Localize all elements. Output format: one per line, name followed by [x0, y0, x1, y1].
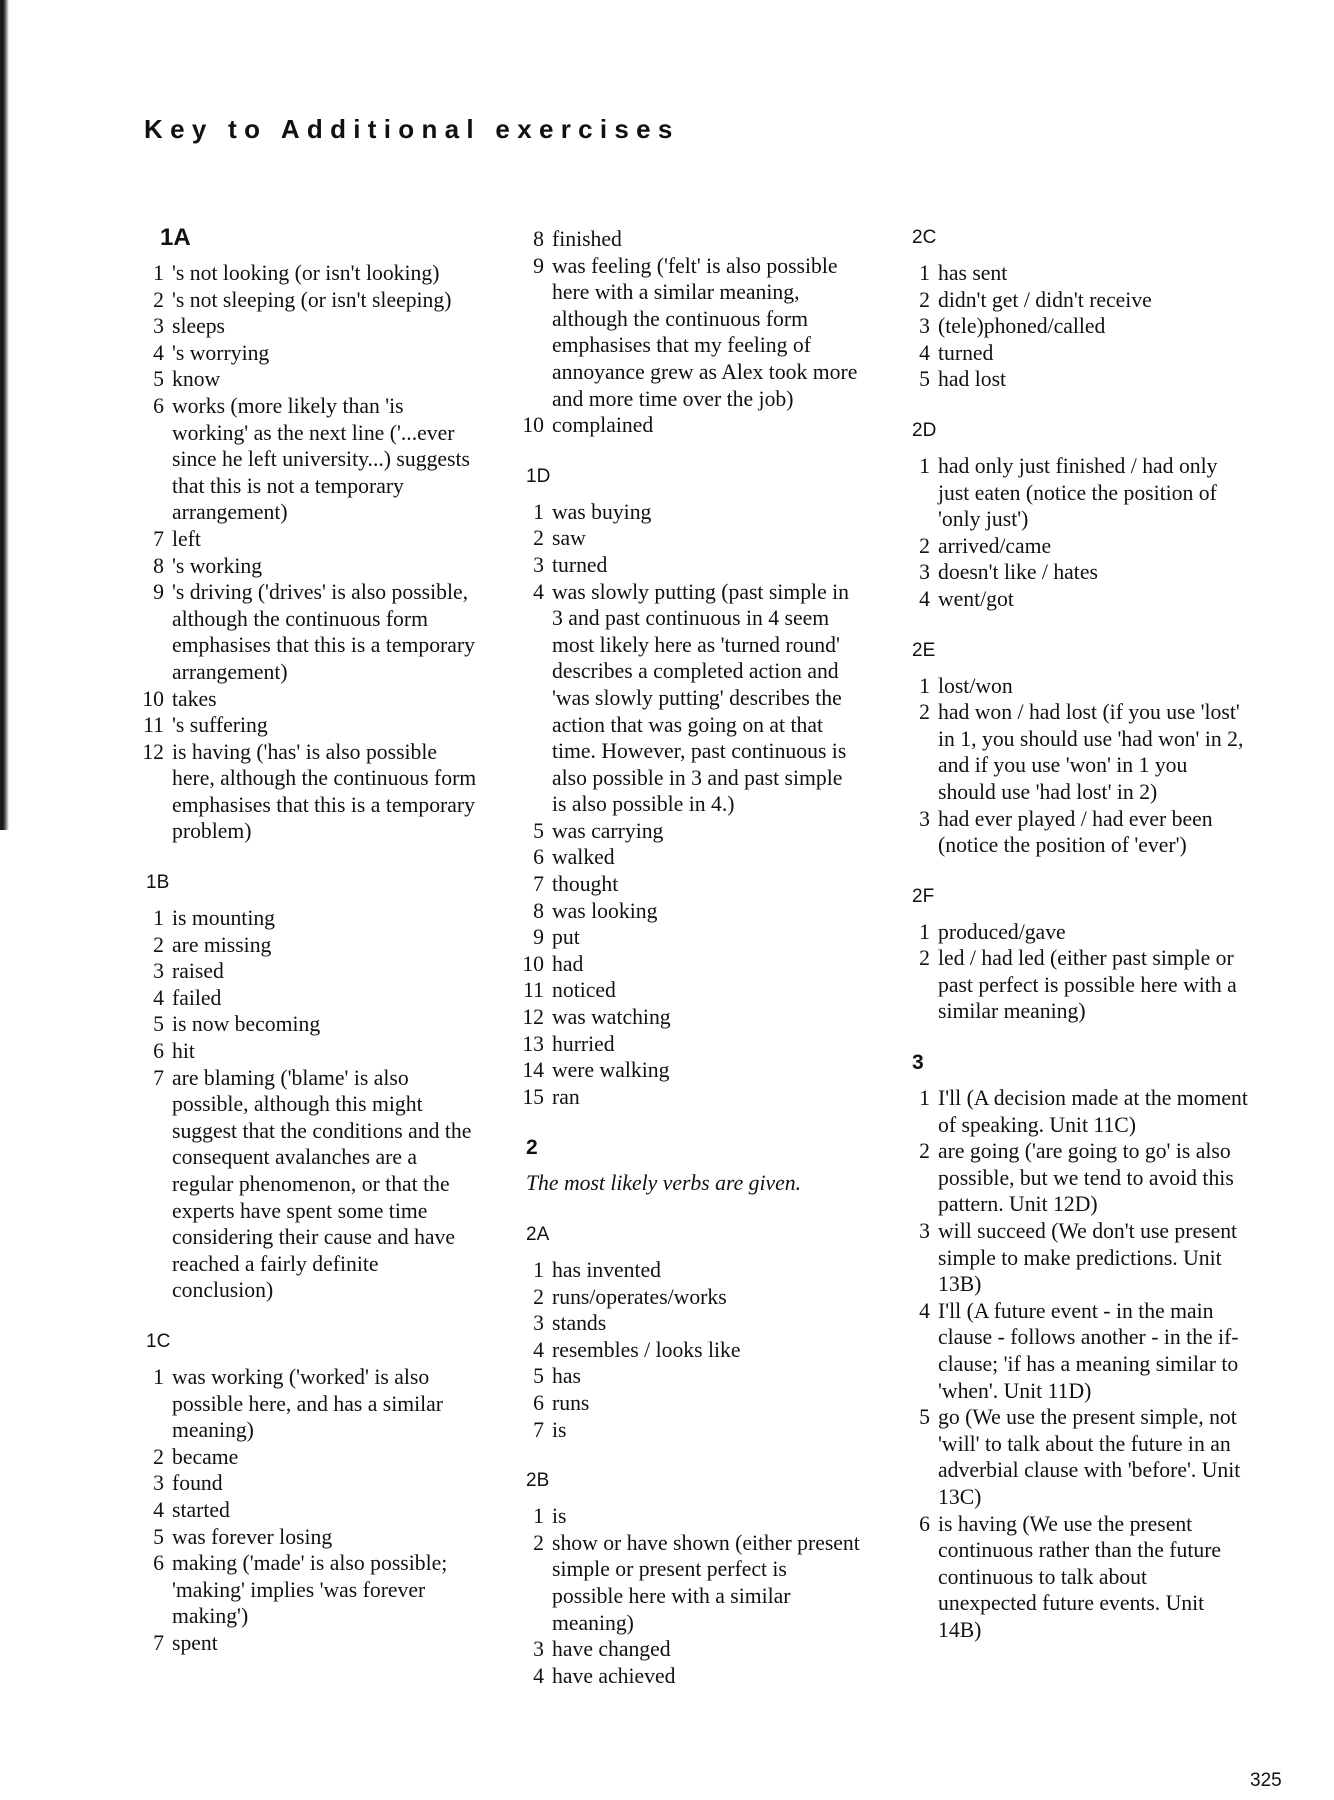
answer-item [142, 340, 482, 367]
answer-item [142, 287, 482, 314]
answer-number: 4 [533, 1337, 544, 1362]
answer-item [908, 453, 1248, 533]
answer-number: 7 [533, 1417, 544, 1442]
answer-text: was carrying [552, 818, 664, 843]
section-heading: 2C [912, 227, 937, 248]
answer-item [522, 412, 862, 439]
answer-text: spent [172, 1630, 218, 1655]
answer-item [908, 260, 1248, 287]
answer-item [908, 287, 1248, 314]
answer-number: 11 [523, 978, 544, 1003]
answer-number: 3 [533, 1637, 544, 1662]
answer-number: 4 [533, 1663, 544, 1688]
answer-item [142, 393, 482, 526]
answer-text: turned [938, 340, 994, 365]
answer-item [908, 1511, 1248, 1644]
answer-text: is now becoming [172, 1012, 321, 1037]
answer-column-1 [142, 226, 482, 1657]
answer-item [142, 686, 482, 713]
answer-number: 7 [533, 872, 544, 897]
answer-number: 3 [919, 560, 930, 585]
answer-number: 1 [919, 453, 930, 478]
answer-text: I'll (A decision made at the moment of speaking. Unit 11C) [938, 1086, 1248, 1137]
answer-number: 5 [153, 1012, 164, 1037]
answer-text: have achieved [552, 1663, 676, 1688]
answer-text: has [552, 1364, 581, 1389]
answer-item [522, 226, 862, 253]
answer-number: 8 [533, 898, 544, 923]
answer-text: 's suffering [172, 713, 268, 738]
answer-text: thought [552, 872, 619, 897]
answer-item [142, 553, 482, 580]
answer-item [142, 1550, 482, 1630]
answer-number: 6 [153, 1039, 164, 1064]
answer-number: 2 [153, 1444, 164, 1469]
answer-item [522, 552, 862, 579]
answer-number: 6 [153, 1551, 164, 1576]
answer-text: finished [552, 227, 622, 251]
answer-number: 12 [522, 1005, 544, 1030]
answer-text: noticed [552, 978, 616, 1003]
answer-number: 2 [919, 1139, 930, 1164]
answer-number: 9 [533, 925, 544, 950]
answer-text: works (more likely than 'is working' as the next line ('...ever since he left university...) suggests that this is not a temporary arrangement) [172, 393, 470, 525]
answer-item [908, 1085, 1248, 1138]
answer-number: 1 [919, 261, 930, 285]
answer-text: stands [552, 1311, 607, 1336]
section-heading: 2B [526, 1470, 550, 1492]
answer-text: led / had led (either past simple or past perfect is possible here with a similar meaning) [938, 946, 1237, 1024]
answer-text: went/got [938, 586, 1014, 611]
answer-number: 9 [533, 253, 544, 278]
answer-item [142, 985, 482, 1012]
answer-number: 8 [533, 227, 544, 251]
answer-number: 4 [153, 1497, 164, 1522]
answer-text: had ever played / had ever been (notice the position of 'ever') [938, 806, 1213, 858]
answer-text: has invented [552, 1258, 662, 1282]
answer-number: 4 [153, 985, 164, 1010]
answer-text: making ('made' is also possible; 'making' implies 'was forever making') [172, 1551, 448, 1629]
answer-number: 6 [533, 845, 544, 870]
answer-text: sleeps [172, 314, 226, 339]
answer-number: 1 [533, 1504, 544, 1529]
answer-text: walked [552, 845, 615, 870]
answer-item [522, 1004, 862, 1031]
answer-text: 's working [172, 553, 263, 578]
answer-number: 9 [153, 580, 164, 605]
answer-item [908, 586, 1248, 613]
answer-text: was forever losing [172, 1524, 333, 1549]
answer-item [908, 559, 1248, 586]
answer-item [142, 313, 482, 340]
section-heading: 1D [526, 465, 551, 487]
answer-text: started [172, 1497, 230, 1522]
answer-number: 3 [533, 1311, 544, 1336]
answer-item [908, 945, 1248, 1025]
answer-number: 3 [153, 1471, 164, 1496]
answer-text: (tele)phoned/called [938, 314, 1106, 339]
answer-item [522, 924, 862, 951]
answer-number: 2 [153, 287, 164, 312]
answer-item [142, 579, 482, 685]
answer-text: go (We use the present simple, not 'will' to talk about the future in an adverbial clause with 'before'. Unit 13C) [938, 1405, 1241, 1509]
answer-item [908, 1218, 1248, 1298]
answer-item [522, 1363, 862, 1390]
answer-number: 5 [153, 1524, 164, 1549]
answer-item [142, 1038, 482, 1065]
answer-text: is [552, 1417, 567, 1442]
answer-item [522, 579, 862, 818]
answer-item [142, 366, 482, 393]
answer-text: will succeed (We don't use present simple to make predictions. Unit 13B) [938, 1219, 1238, 1297]
answer-number: 1 [153, 1364, 164, 1389]
section-heading: 2F [912, 885, 935, 907]
answer-text: turned [552, 552, 608, 577]
answer-number: 13 [522, 1031, 544, 1056]
answer-item [142, 1524, 482, 1551]
answer-text: 's worrying [172, 340, 270, 365]
answer-item [908, 1404, 1248, 1510]
answer-text: saw [552, 526, 586, 551]
answer-number: 5 [919, 1405, 930, 1430]
answer-number: 2 [919, 700, 930, 725]
answer-item [522, 871, 862, 898]
answer-number: 6 [919, 1511, 930, 1536]
answer-item [522, 1257, 862, 1284]
answer-text: found [172, 1471, 223, 1496]
answer-item [908, 1138, 1248, 1218]
answer-number: 3 [919, 314, 930, 339]
answer-text: doesn't like / hates [938, 560, 1098, 585]
answer-item [908, 533, 1248, 560]
answer-number: 1 [153, 906, 164, 931]
answer-text: is mounting [172, 906, 276, 931]
answer-number: 8 [153, 553, 164, 578]
answer-number: 3 [919, 806, 930, 831]
answer-text: takes [172, 686, 217, 711]
page-number: 325 [1250, 1770, 1282, 1791]
answer-item [522, 1503, 862, 1530]
answer-number: 4 [533, 579, 544, 604]
answer-text: is having (We use the present continuous rather than the future continuous to talk about unexpected future events. Unit 14B) [938, 1511, 1222, 1642]
answer-number: 7 [153, 1630, 164, 1655]
answer-text: was buying [552, 499, 652, 524]
answer-number: 2 [919, 946, 930, 971]
answer-text: lost/won [938, 673, 1013, 698]
answer-number: 3 [153, 314, 164, 339]
answer-text: was slowly putting (past simple in 3 and past continuous in 4 seem most likely here as 'turned round' describes a completed action and 'was slowly putting' describes the action that was going on at that time. However, past continuous is also possible in 3 and past simple is also possible in 4.) [552, 579, 849, 817]
answer-item [142, 739, 482, 845]
answer-item [908, 1298, 1248, 1404]
answer-item [142, 1364, 482, 1444]
answer-number: 1 [919, 673, 930, 698]
answer-text: became [172, 1444, 239, 1469]
section-heading: 2 [526, 1136, 538, 1160]
section-heading: 2A [526, 1224, 550, 1245]
answer-text: didn't get / didn't receive [938, 287, 1152, 312]
answer-item [522, 525, 862, 552]
answer-item [522, 1417, 862, 1444]
answer-item [522, 1337, 862, 1364]
answer-number: 5 [919, 367, 930, 392]
answer-item [142, 1011, 482, 1038]
answer-text: know [172, 367, 221, 392]
answer-text: hit [172, 1039, 195, 1064]
section-note: The most likely verbs are given. [526, 1171, 802, 1196]
answer-number: 10 [522, 951, 544, 976]
answer-item [908, 673, 1248, 700]
answer-item [522, 977, 862, 1004]
answer-text: 's not looking (or isn't looking) [172, 261, 440, 285]
answer-text: left [172, 526, 201, 551]
answer-item [142, 526, 482, 553]
answer-text: resembles / looks like [552, 1337, 741, 1362]
section-heading: 3 [912, 1051, 924, 1075]
answer-item [142, 1065, 482, 1304]
answer-text: are going ('are going to go' is also possible, but we tend to avoid this pattern. Unit 12D) [938, 1139, 1234, 1217]
answer-item [908, 340, 1248, 367]
answer-number: 5 [153, 367, 164, 392]
answer-number: 3 [533, 552, 544, 577]
answer-number: 6 [153, 393, 164, 418]
answer-item [142, 1470, 482, 1497]
answer-number: 1 [153, 261, 164, 285]
answer-item [142, 1630, 482, 1657]
answer-item [908, 313, 1248, 340]
answer-item [908, 919, 1248, 946]
answer-number: 6 [533, 1390, 544, 1415]
answer-column-3 [908, 226, 1248, 1644]
answer-item [522, 1057, 862, 1084]
answer-text: was feeling ('felt' is also possible here with a similar meaning, although the continuous form emphasises that my feeling of annoyance grew as Alex took more and more time over the job) [552, 253, 858, 411]
answer-text: was working ('worked' is also possible here, and has a similar meaning) [172, 1364, 444, 1443]
answer-number: 11 [143, 713, 164, 738]
section-heading: 1A [160, 224, 191, 251]
answer-item [142, 932, 482, 959]
answer-text: is [552, 1504, 567, 1529]
answer-number: 5 [533, 1364, 544, 1389]
answer-item [522, 818, 862, 845]
answer-text: was looking [552, 898, 658, 923]
answer-number: 7 [153, 526, 164, 551]
answer-number: 5 [533, 818, 544, 843]
answer-item [142, 905, 482, 932]
section-heading: 2E [912, 639, 936, 661]
answer-number: 1 [919, 919, 930, 944]
answer-column-2 [522, 226, 862, 1689]
answer-item [522, 1663, 862, 1690]
answer-number: 4 [919, 1298, 930, 1323]
answer-text: put [552, 925, 580, 950]
answer-text: failed [172, 985, 222, 1010]
answer-item [522, 1310, 862, 1337]
answer-item [522, 1084, 862, 1111]
answer-number: 15 [522, 1084, 544, 1109]
answer-item [908, 699, 1248, 805]
answer-text: has sent [938, 261, 1008, 285]
answer-text: had [552, 951, 584, 976]
answer-item [908, 806, 1248, 859]
answer-text: produced/gave [938, 919, 1066, 944]
answer-number: 2 [153, 932, 164, 957]
answer-text: 's driving ('drives' is also possible, although the continuous form emphasises that this is a temporary arrangement) [172, 580, 475, 684]
answer-text: have changed [552, 1637, 671, 1662]
answer-number: 1 [919, 1086, 930, 1111]
answer-item [522, 1031, 862, 1058]
answer-number: 10 [142, 686, 164, 711]
answer-item [522, 898, 862, 925]
answer-number: 1 [533, 499, 544, 524]
answer-text: runs [552, 1390, 590, 1415]
answer-number: 12 [142, 739, 164, 764]
answer-item [142, 260, 482, 287]
answer-text: complained [552, 413, 654, 438]
answer-text: arrived/came [938, 533, 1052, 558]
answer-item [522, 1636, 862, 1663]
answer-text: are blaming ('blame' is also possible, although this might suggest that the conditions and the consequent avalanches are a regular phenomenon, or that the experts have spent some time considering their cause and have reached a fairly definite conclusion) [172, 1065, 472, 1303]
answer-number: 2 [919, 533, 930, 558]
section-heading: 1B [146, 872, 170, 894]
answer-number: 3 [153, 959, 164, 984]
answer-number: 10 [522, 413, 544, 438]
answer-text: are missing [172, 932, 272, 957]
answer-item [522, 951, 862, 978]
answer-number: 1 [533, 1258, 544, 1282]
answer-number: 4 [919, 340, 930, 365]
answer-item [142, 1444, 482, 1471]
page-binding-edge [0, 0, 9, 830]
section-heading: 2D [912, 419, 937, 441]
answer-item [522, 253, 862, 413]
answer-item [908, 366, 1248, 393]
answer-text: 's not sleeping (or isn't sleeping) [172, 287, 452, 312]
answer-text: were walking [552, 1058, 670, 1083]
answer-text: was watching [552, 1005, 671, 1030]
answer-text: ran [552, 1084, 580, 1109]
answer-text: raised [172, 959, 224, 984]
answer-text: show or have shown (either present simple or present perfect is possible here with a similar meaning) [552, 1530, 860, 1635]
answer-item [142, 958, 482, 985]
answer-text: hurried [552, 1031, 615, 1056]
answer-number: 2 [533, 1284, 544, 1309]
answer-number: 14 [522, 1058, 544, 1083]
section-heading: 1C [146, 1330, 171, 1352]
answer-item [522, 1284, 862, 1311]
answer-number: 7 [153, 1065, 164, 1090]
page-title: Key to Additional exercises [144, 114, 680, 144]
answer-text: I'll (A future event - in the main clause - follows another - in the if-clause; 'if has a meaning similar to 'when'. Unit 11D) [938, 1298, 1239, 1403]
answer-number: 2 [533, 526, 544, 551]
answer-number: 2 [919, 287, 930, 312]
answer-text: is having ('has' is also possible here, although the continuous form emphasises that this is a temporary problem) [172, 739, 477, 844]
answer-item [522, 1390, 862, 1417]
answer-number: 2 [533, 1530, 544, 1555]
answer-text: runs/operates/works [552, 1284, 727, 1309]
answer-number: 4 [919, 586, 930, 611]
answer-text: had lost [938, 367, 1007, 392]
answer-item [142, 1497, 482, 1524]
answer-text: had only just finished / had only just eaten (notice the position of 'only just') [938, 453, 1218, 532]
answer-item [522, 844, 862, 871]
answer-number: 4 [153, 340, 164, 365]
answer-item [522, 1530, 862, 1636]
answer-item [522, 499, 862, 526]
answer-text: had won / had lost (if you use 'lost' in 1, you should use 'had won' in 2, and if you use 'won' in 1 you should use 'had lost' in 2) [938, 700, 1244, 804]
answer-item [142, 712, 482, 739]
answer-number: 3 [919, 1219, 930, 1244]
